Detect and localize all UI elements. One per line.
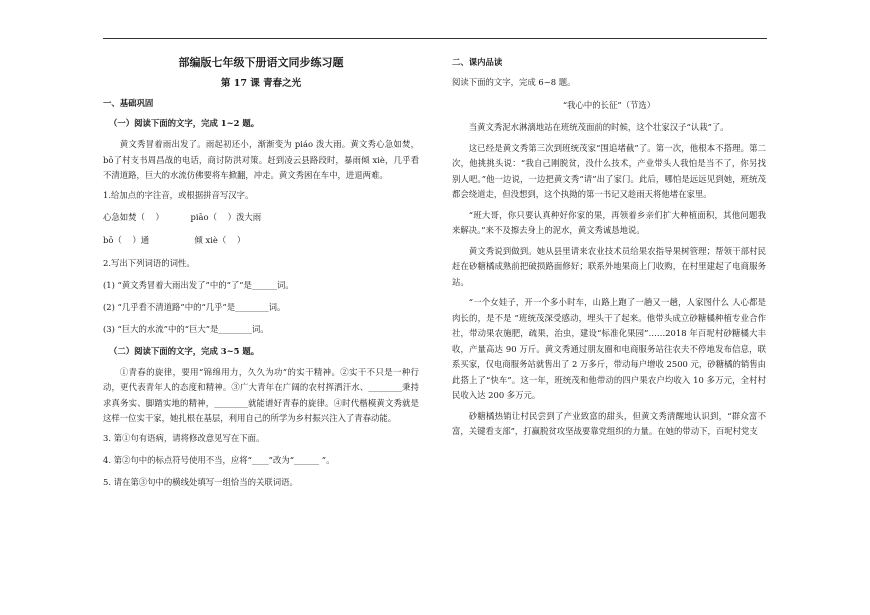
question-1: 1.给加点的字注音，或根据拼音写汉字。 — [103, 189, 254, 200]
question-3: 3. 第①句有语病，请将修改意见写在下面。 — [103, 432, 265, 443]
excerpt-paragraph-5: “一个女娃子，开一个多小时车，山路上跑了一趟又一趟，人家图什么 人心都是肉长的，是不是 ”班统茂深受感动，埋头干了起来。他带头成立砂糖橘种植专业合作社，带动果农施肥，疏果，治虫，建设“标准化果园”……2018 年百坭村砂糖橘大丰收，产量高达 90 万斤。黄文秀通过朋友圈和电商服务站往农夫不停地发布信息，联系买家，仅电商服务站就售出了 2 万多斤，带动每户增收 2500 元，砂糖橘的销售由此搭上了“快车”。这一年，班统茂和他带动的四户果农户均收入 10 多万元，全村村民收入达 200 多万元。 — [452, 297, 766, 400]
excerpt-paragraph-4: 黄文秀说到做到。她从县里请来农业技术员给果农指导果树管理；帮领干部村民赶在砂糖橘成熟前把破损路面修好；联系外地果商上门收购，在村里建起了电商服务站。 — [452, 245, 766, 287]
page-title: 部编版七年级下册语文同步练习题 — [178, 56, 344, 69]
reading-instruction: 阅读下面的文字，完成 6~8 题。 — [452, 77, 576, 87]
question-5: 5. 请在第③句中的横线处填写一组恰当的关联词语。 — [103, 476, 298, 487]
excerpt-paragraph-1: 当黄文秀泥水淋漓地站在班统茂面前的时候，这个壮家汉子“认栽”了。 — [468, 122, 729, 132]
question-4: 4. 第②句中的标点符号使用不当，应将“____”改为“______ ”。 — [103, 454, 335, 465]
right-column — [452, 50, 766, 445]
question-2-item-3: (3) “巨大的水流”中的“巨大”是________词。 — [103, 323, 269, 334]
question-1-row-a: 心急如焚（ ） piāo（ ）泼大雨 — [103, 211, 262, 222]
excerpt-paragraph-3: “班大哥，你只要认真种好你家的果，再领着乡亲们扩大种植面积，其他问题我来解决。”来不及擦去身上的泥水，黄文秀诚恳地说。 — [452, 209, 766, 235]
excerpt-paragraph-2: 这已经是黄文秀第三次到班统茂家“围追堵截”了。第一次，他根本不搭理。第二次，他挑挑头说：“我自己刚脱贫，没什么技术，产业带头人我怕是当不了，你另找别人吧。”他一边说，一边把黄文秀“请”出了家门。此后，哪怕是远远见到她，班统茂都会绕道走，但没想到，这个执拗的第一书记又趁雨天将他堵在家里。 — [452, 142, 766, 199]
top-rule — [103, 38, 767, 39]
question-2-item-1: (1) “黄文秀冒着大雨出发了”中的“了”是______词。 — [103, 279, 294, 290]
part2-heading: （二）阅读下面的文字，完成 3~5 题。 — [109, 345, 260, 356]
reading-passage-2: ①青春的旋律，要用“锦绵用力，久久为功”的实干精神。②实干不只是一种行动，更代表青年人的态度和精神。③广大青年在广阔的农村挥洒汗水、________秉持求真务实、脚踏实地的精神，________就能谱好青春的旋律。④时代楷模黄文秀就是这样一位实干家，她扎根在基层，利用自己的所学为乡村振兴注入了青春动能。 — [103, 366, 419, 423]
part1-heading: （一）阅读下面的文字，完成 1~2 题。 — [109, 118, 260, 128]
excerpt-title: “我心中的长征”（节选） — [562, 100, 656, 110]
reading-passage-1: 黄文秀冒着雨出发了。雨起初还小，渐渐变为 piáo 泼大雨。黄文秀心急如焚，bō了村支书周昌战的电话，商讨防洪对策。赶到凌云县路段时，暴雨倾 xiè，几乎看不清道路，巨大的水流仿佛要将车掀翻，冲走。黄文秀困在车中，进退两难。 — [103, 139, 419, 180]
question-2: 2.写出下列词语的词性。 — [103, 257, 195, 268]
excerpt-paragraph-6: 砂糖橘热销让村民尝到了产业致富的甜头，但黄文秀清醒地认识到，“群众富不富，关键看支部”，打赢脱贫攻坚战要靠党组织的力量。在她的带动下，百坭村党支 — [452, 410, 766, 436]
section-heading-basics: 一、基础巩固 — [103, 98, 154, 108]
question-2-item-2: (2) “几乎看不清道路”中的“几乎”是________词。 — [103, 301, 286, 312]
left-column — [103, 50, 419, 498]
lesson-title: 第 17 课 青春之光 — [220, 78, 302, 89]
section-heading-reading: 二、课内品读 — [452, 57, 503, 67]
question-1-row-b: bō（ ）通 倾 xiè（ ） — [103, 234, 246, 245]
